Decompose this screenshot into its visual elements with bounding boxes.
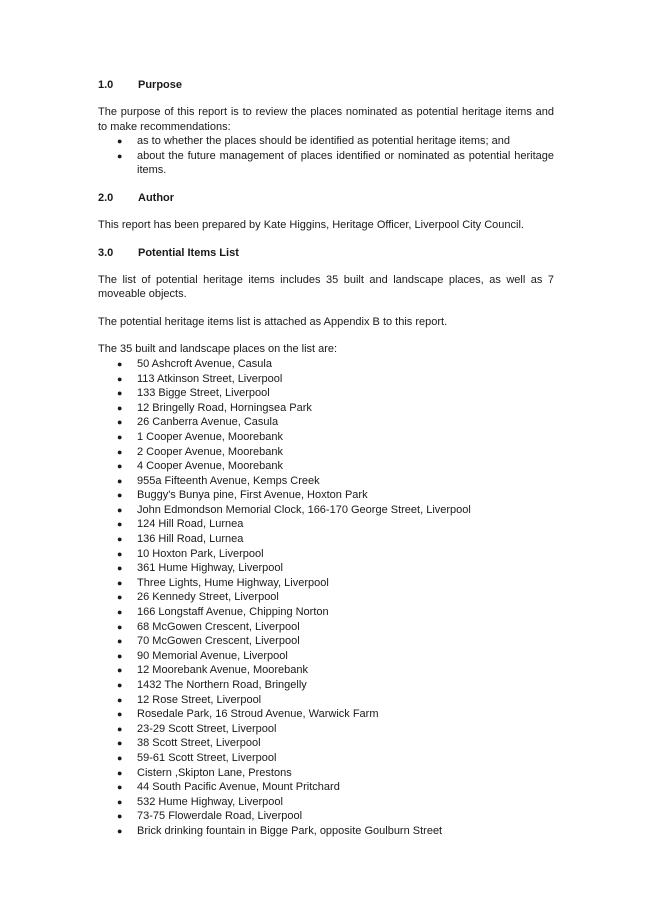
list-item [117,824,554,839]
list-item [117,649,554,664]
bullet-icon: ● [117,680,123,690]
bullet-icon: ● [117,417,123,428]
document-page [98,78,554,852]
bullet-icon: ● [117,563,123,574]
purpose-intro: The purpose of this report is to review the places nominated as potential heritage items and to make recommendations: [98,106,554,133]
list-item: ● as to whether the places should be identified as potential heritage items; and [117,135,511,148]
section-heading-potential-items-list [98,246,554,260]
list-item [117,459,554,474]
potential-items-paragraph-1: The list of potential heritage items includes 35 built and landscape places, as well as 7 moveable objects. [98,273,554,301]
place-text: 1432 The Northern Road, Bringelly [137,679,307,691]
place-text: 12 Bringelly Road, Horningsea Park [137,401,312,414]
list-item [117,809,554,824]
place-text: 361 Hume Highway, Liverpool [137,562,283,575]
bullet-icon: ● [117,548,123,559]
list-item [117,488,554,503]
list-item [117,532,554,547]
list-item [117,634,554,649]
place-text: 12 Rose Street, Liverpool [137,693,262,706]
place-text: 10 Hoxton Park, Liverpool [137,547,264,560]
list-item [117,780,554,795]
list-item [117,445,554,460]
place-text: 532 Hume Highway, Liverpool [137,795,283,808]
section-number: 1.0 [98,79,114,91]
bullet-icon: ● [117,767,123,778]
bullet-icon: ● [117,607,123,618]
section-heading-purpose [98,78,554,92]
place-text: 136 Hill Road, Lurnea [137,533,244,546]
bullet-icon: ● [117,358,123,369]
bullet-icon: ● [117,475,123,486]
bullet-icon: ● [117,694,123,705]
purpose-bullet-list [98,134,554,178]
places-list-intro: The 35 built and landscape places on the list are: [98,343,338,356]
section-heading-author [98,191,554,205]
place-text: Rosedale Park, 16 Stroud Avenue, Warwick Farm [137,708,379,721]
bullet-icon: ● [117,461,123,472]
place-text: 38 Scott Street, Liverpool [137,737,261,750]
bullet-icon: ● [117,811,123,822]
bullet-icon: ● [117,136,123,147]
bullet-icon: ● [117,752,123,763]
bullet-icon: ● [117,825,123,836]
bullet-icon: ● [117,796,123,807]
bullet-icon: ● [117,709,123,720]
section-number: 2.0 [98,191,114,204]
list-item [117,386,554,401]
place-text: 44 South Pacific Avenue, Mount Pritchard [137,781,340,794]
list-item [117,605,554,620]
bullet-icon: ● [117,504,123,515]
place-text: 133 Bigge Street, Liverpool [137,387,270,400]
place-text: 50 Ashcroft Avenue, Casula [137,357,272,370]
list-item [117,357,554,372]
list-item [117,620,554,635]
list-item [117,415,554,430]
place-text: 26 Kennedy Street, Liverpool [137,591,279,604]
bullet-icon: ● [117,782,123,793]
list-item [117,795,554,810]
place-text: John Edmondson Memorial Clock, 166-170 George Street, Liverpool [137,503,471,516]
place-text: 23-29 Scott Street, Liverpool [137,722,277,735]
list-item [117,590,554,605]
place-text: 70 McGowen Crescent, Liverpool [137,635,300,648]
section-number: 3.0 [98,246,114,259]
bullet-icon: ● [117,519,123,530]
section-title: Author [138,191,175,204]
bullet-icon: ● [117,373,123,384]
bullet-icon: ● [117,431,123,442]
section-title: Purpose [138,79,183,91]
list-item [117,561,554,576]
bullet-icon: ● [117,446,123,457]
place-text: 166 Longstaff Avenue, Chipping Norton [137,606,329,619]
list-item: ● about the future management of places identified or nominated as potential heritage items. [117,149,554,177]
bullet-icon: ● [117,723,123,734]
list-item [117,766,554,781]
list-item [117,736,554,751]
list-item [117,517,554,532]
bullet-icon: ● [117,534,123,545]
place-text: 12 Moorebank Avenue, Moorebank [137,664,309,677]
place-text: Brick drinking fountain in Bigge Park, opposite Goulburn Street [137,824,443,837]
place-text: 113 Atkinson Street, Liverpool [137,372,283,385]
bullet-icon: ● [117,592,123,603]
place-text: 955a Fifteenth Avenue, Kemps Creek [137,474,320,487]
places-bullet-list [98,357,554,839]
list-item [117,430,554,445]
list-item [117,707,554,722]
list-item [117,576,554,591]
list-item [117,372,554,387]
place-text: Buggy's Bunya pine, First Avenue, Hoxton Park [137,489,368,502]
bullet-icon: ● [117,636,123,647]
list-item [117,722,554,737]
bullet-icon: ● [117,577,123,588]
place-text: 68 McGowen Crescent, Liverpool [137,620,300,633]
section-title: Potential Items List [138,246,239,259]
place-text: 59-61 Scott Street, Liverpool [137,751,277,764]
list-item [117,678,554,693]
list-item [117,401,554,416]
place-text: Three Lights, Hume Highway, Liverpool [137,576,329,589]
bullet-icon: ● [117,650,123,661]
place-text: 2 Cooper Avenue, Moorebank [137,445,283,458]
list-item [117,663,554,678]
bullet-icon: ● [117,621,123,632]
author-text: This report has been prepared by Kate Higgins, Heritage Officer, Liverpool City Council. [98,218,524,231]
place-text: 26 Canberra Avenue, Casula [137,416,279,429]
bullet-icon: ● [117,150,123,161]
bullet-icon: ● [117,402,123,413]
bullet-icon: ● [117,490,123,501]
list-item [117,474,554,489]
place-text: 1 Cooper Avenue, Moorebank [137,430,283,443]
list-item [117,751,554,766]
list-item [117,547,554,562]
place-text: 4 Cooper Avenue, Moorebank [137,460,283,473]
potential-items-paragraph-2: The potential heritage items list is attached as Appendix B to this report. [98,315,448,328]
list-item [117,693,554,708]
bullet-icon: ● [117,388,123,399]
bullet-icon: ● [117,665,123,676]
list-item [117,503,554,518]
bullet-icon: ● [117,738,123,749]
place-text: 73-75 Flowerdale Road, Liverpool [137,810,303,823]
place-text: 90 Memorial Avenue, Liverpool [137,649,288,662]
place-text: Cistern ,Skipton Lane, Prestons [137,766,292,779]
place-text: 124 Hill Road, Lurnea [137,518,244,531]
